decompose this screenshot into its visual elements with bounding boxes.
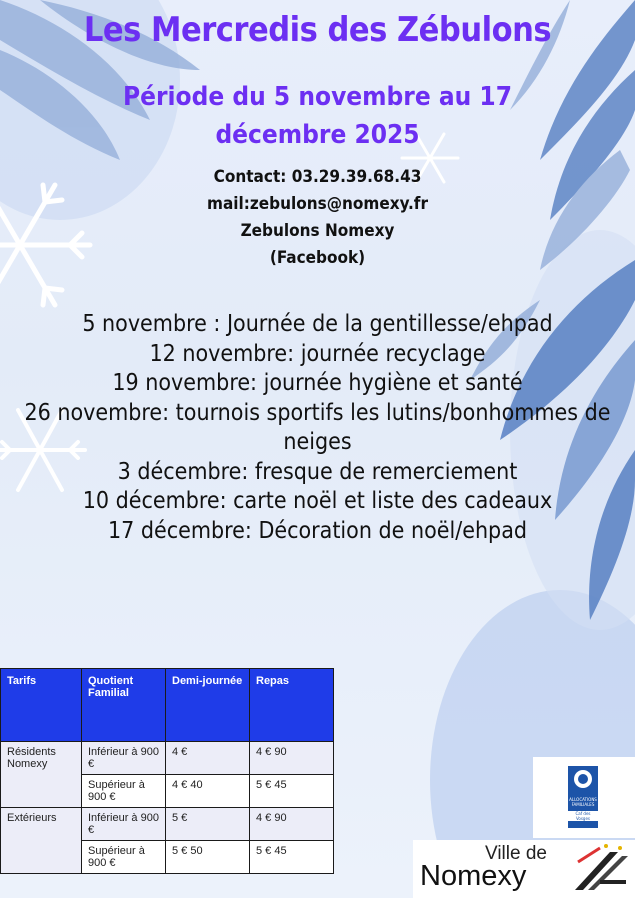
table-group-cell: Résidents Nomexy [1, 742, 82, 808]
table-cell: Inférieur à 900 € [82, 742, 166, 775]
table-cell: 5 € 50 [166, 841, 250, 874]
contact-phone: Contact: 03.29.39.68.43 [213, 167, 422, 187]
table-row [1, 808, 334, 841]
table-cell: Inférieur à 900 € [82, 808, 166, 841]
table-cell: 4 € 90 [250, 742, 334, 775]
caf-logo-icon [568, 766, 598, 828]
contact-facebook-name: Zebulons Nomexy [240, 221, 395, 241]
event-item: 3 décembre: fresque de remerciement [117, 458, 518, 485]
caf-text: ALLOCATIONS FAMILIALES [569, 797, 597, 807]
caf-emblem-icon [568, 766, 598, 796]
event-list [10, 310, 625, 546]
main-title: Les Mercredis des Zébulons [83, 10, 552, 50]
event-item: 19 novembre: journée hygiène et santé [112, 370, 523, 396]
table-header-cell: Quotient Familial [82, 669, 166, 742]
table-header-cell: Tarifs [1, 669, 82, 742]
event-item: 17 décembre: Décoration de noël/ehpad [107, 517, 528, 544]
table-header-cell: Demi-journée [166, 669, 250, 742]
event-item: 5 novembre : Journée de la gentillesse/ehpad [82, 311, 553, 337]
period-title [0, 78, 635, 154]
table-cell: 5 € 45 [250, 841, 334, 874]
table-cell: 4 € 40 [166, 775, 250, 808]
table-header-cell: Repas [250, 669, 334, 742]
table-cell: Supérieur à 900 € [82, 775, 166, 808]
event-item: 12 novembre: journée recyclage [149, 340, 486, 367]
contact-mail: mail:zebulons@nomexy.fr [207, 194, 428, 214]
table-cell: Supérieur à 900 € [82, 841, 166, 874]
table-group-cell: Extérieurs [1, 808, 82, 874]
table-cell: 4 € [166, 742, 250, 775]
ville-name-label: Nomexy [420, 860, 527, 892]
period-line-1: Période du 5 novembre au 17 [123, 82, 512, 112]
pricing-table [0, 668, 334, 874]
caf-short: Caf des Vosges [568, 811, 598, 821]
table-header-row [1, 669, 334, 742]
event-item: neiges [283, 429, 352, 455]
contact-facebook-label: (Facebook) [269, 248, 366, 268]
table-cell: 5 € [166, 808, 250, 841]
event-item: 10 décembre: carte noël et liste des cadeaux [82, 488, 553, 514]
event-item: 26 novembre: tournois sportifs les lutins/bonhommes de [24, 399, 611, 426]
table-cell: 4 € 90 [250, 808, 334, 841]
period-line-2: décembre 2025 [215, 120, 420, 150]
contact-block [0, 164, 635, 272]
nomexy-emblem-icon [570, 842, 630, 894]
table-row [1, 742, 334, 775]
ville-de-label: Ville de [485, 843, 547, 864]
table-cell: 5 € 45 [250, 775, 334, 808]
